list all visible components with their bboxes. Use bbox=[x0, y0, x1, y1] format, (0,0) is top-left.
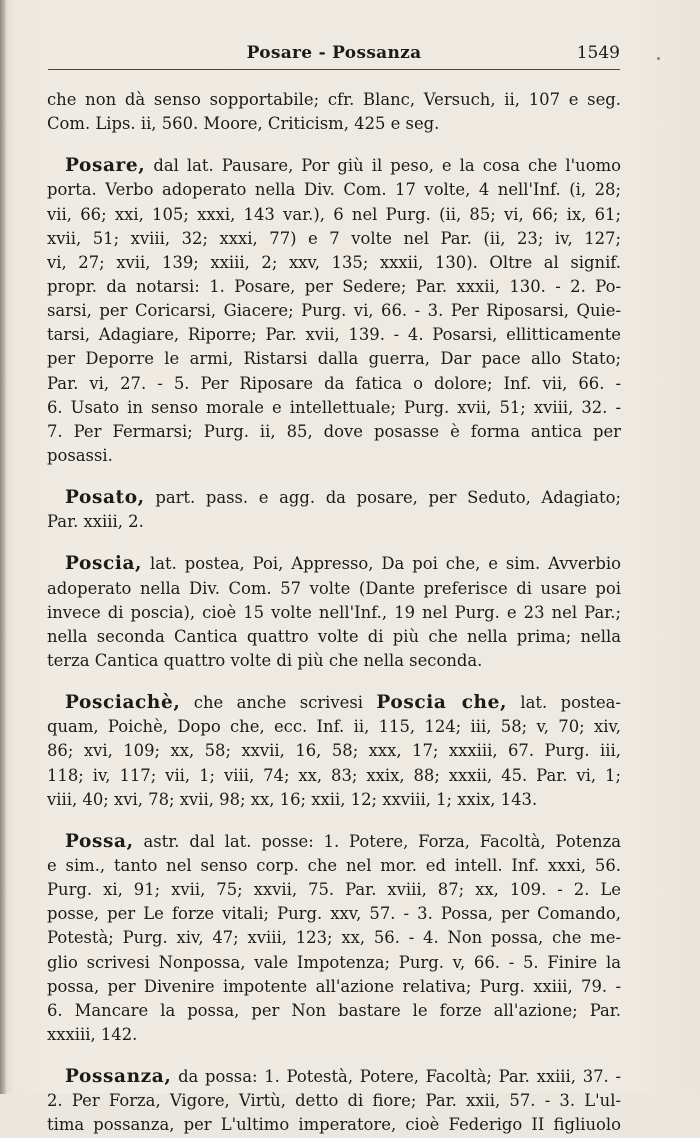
text-line: Purg. xi, 91; xvii, 75; xxvii, 75. Par. xviii, 87; xx, 109. - 2. Le bbox=[47, 880, 621, 900]
text-line: porta. Verbo adoperato nella Div. Com. 17 volte, 4 nell'Inf. (i, 28; bbox=[47, 180, 621, 200]
text-line: posse, per Le forze vitali; Purg. xxv, 57. - 3. Possa, per Comando, bbox=[47, 904, 621, 924]
text-line: viii, 40; xvi, 78; xvii, 98; xx, 16; xxii, 12; xxviii, 1; xxix, 143. bbox=[47, 789, 538, 809]
text-line: Potestà; Purg. xiv, 47; xviii, 123; xx, 56. - 4. Non possa, che me- bbox=[47, 928, 621, 948]
headword: Posato, bbox=[65, 487, 145, 509]
text-line: 86; xvi, 109; xx, 58; xxvii, 16, 58; xxx, 17; xxxiii, 67. Purg. iii, bbox=[47, 741, 621, 761]
text-line: glio scrivesi Nonpossa, vale Impotenza; Purg. v, 66. - 5. Finire la bbox=[47, 952, 621, 972]
header-rule bbox=[48, 69, 620, 70]
page-header bbox=[48, 40, 620, 70]
text-line: xxxiii, 142. bbox=[47, 1024, 138, 1044]
entry-posare: Posare, dal lat. Pausare, Por giù il peso, e la cosa che l'uomo bbox=[65, 155, 621, 177]
text-line: 6. Mancare la possa, per Non bastare le forze all'azione; Par. bbox=[47, 1000, 621, 1020]
text-line: tima possanza, per L'ultimo imperatore, cioè Federigo II figliuolo bbox=[47, 1115, 621, 1135]
text-line: Com. Lips. ii, 560. Moore, Criticism, 425 e seg. bbox=[47, 114, 440, 134]
dictionary-text bbox=[47, 88, 621, 1137]
entry-possanza: Possanza, da possa: 1. Potestà, Potere, Facoltà; Par. xxiii, 37. - bbox=[65, 1066, 621, 1088]
text-line: che non dà senso sopportabile; cfr. Blanc, Versuch, ii, 107 e seg. bbox=[47, 90, 621, 109]
entry-poscia: Poscia, lat. postea, Poi, Appresso, Da poi che, e sim. Avverbio bbox=[65, 553, 621, 575]
text-line: terza Cantica quattro volte di più che nella seconda. bbox=[47, 650, 483, 670]
text-line: possa, per Divenire impotente all'azione relativa; Purg. xxiii, 79. - bbox=[47, 976, 621, 996]
headword: Poscia, bbox=[65, 553, 143, 575]
text-line: invece di poscia), cioè 15 volte nell'Inf., 19 nel Purg. e 23 nel Par.; bbox=[47, 602, 621, 622]
entry-posciache: Posciachè, che anche scrivesi Poscia che, lat. postea- bbox=[65, 692, 621, 714]
text-line: Par. xxiii, 2. bbox=[47, 512, 144, 532]
headword: Posare, bbox=[65, 155, 146, 177]
page-spine-edge bbox=[0, 0, 6, 1094]
text-line: 7. Per Fermarsi; Purg. ii, 85, dove posasse è forma antica per bbox=[47, 421, 621, 441]
text-line: nella seconda Cantica quattro volte di più che nella prima; nella bbox=[47, 626, 621, 646]
text-line: vii, 66; xxi, 105; xxxi, 143 var.), 6 nel Purg. (ii, 85; vi, 66; ix, 61; bbox=[47, 204, 621, 224]
text-line: xvii, 51; xviii, 32; xxxi, 77) e 7 volte nel Par. (ii, 23; iv, 127; bbox=[47, 228, 621, 248]
text-line: quam, Poichè, Dopo che, ecc. Inf. ii, 115, 124; iii, 58; v, 70; xiv, bbox=[47, 717, 621, 737]
text-line: propr. da notarsi: 1. Posare, per Sedere; Par. xxxii, 130. - 2. Po- bbox=[47, 276, 621, 296]
entry-posato: Posato, part. pass. e agg. da posare, per Seduto, Adagiato; bbox=[65, 487, 621, 509]
text-line: vi, 27; xvii, 139; xxiii, 2; xxv, 135; xxxii, 130). Oltre al signif. bbox=[47, 252, 621, 272]
headword: Possanza, bbox=[65, 1066, 172, 1088]
entry-possa: Possa, astr. dal lat. posse: 1. Potere, Forza, Facoltà, Potenza bbox=[65, 830, 621, 852]
headword: Posciachè, bbox=[65, 692, 181, 714]
text-line: posassi. bbox=[47, 445, 113, 465]
text-line: 118; iv, 117; vii, 1; viii, 74; xx, 83; xxix, 88; xxxii, 45. Par. vi, 1; bbox=[47, 765, 621, 785]
text-line: 6. Usato in senso morale e intellettuale; Purg. xvii, 51; xviii, 32. - bbox=[47, 397, 621, 417]
text-line: e sim., tanto nel senso corp. che nel mor. ed intell. Inf. xxxi, 56. bbox=[47, 855, 621, 875]
text-line: adoperato nella Div. Com. 57 volte (Dante preferisce di usare poi bbox=[47, 578, 621, 598]
running-title: Posare - Possanza bbox=[246, 43, 422, 63]
headword: Poscia che, bbox=[376, 692, 508, 714]
text-line: tarsi, Adagiare, Riporre; Par. xvii, 139. - 4. Posarsi, ellitticamente bbox=[47, 325, 621, 345]
headword: Possa, bbox=[65, 830, 134, 852]
text-line: per Deporre le armi, Ristarsi dalla guerra, Dar pace allo Stato; bbox=[47, 349, 621, 369]
page-number: 1549 bbox=[576, 43, 620, 63]
text-line: sarsi, per Coricarsi, Giacere; Purg. vi, 66. - 3. Per Riposarsi, Quie- bbox=[47, 301, 621, 321]
paper-speck bbox=[657, 57, 660, 60]
text-line: 2. Per Forza, Vigore, Virtù, detto di fiore; Par. xxii, 57. - 3. L'ul- bbox=[47, 1091, 621, 1111]
text-line: Par. vi, 27. - 5. Per Riposare da fatica o dolore; Inf. vii, 66. - bbox=[47, 373, 621, 393]
